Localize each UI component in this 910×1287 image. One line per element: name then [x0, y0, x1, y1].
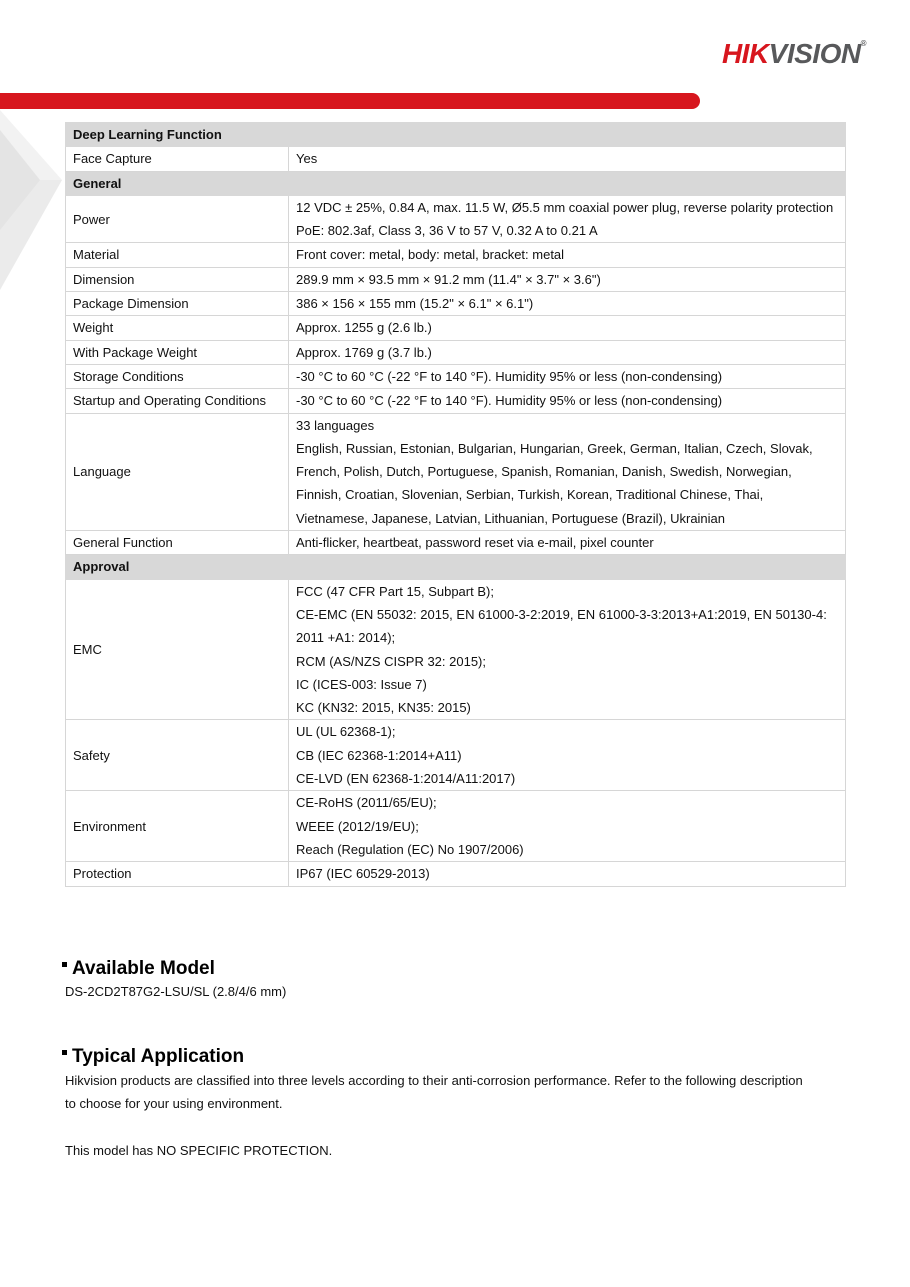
- spec-label: Startup and Operating Conditions: [66, 389, 289, 413]
- spec-value-line: 12 VDC ± 25%, 0.84 A, max. 11.5 W, Ø5.5 mm coaxial power plug, reverse polarity protection: [296, 199, 834, 215]
- spec-value-line: CB (IEC 62368-1:2014+A11): [296, 747, 462, 763]
- spec-label: Environment: [66, 791, 289, 862]
- hikvision-logo: HIKVISION®: [721, 38, 866, 69]
- spec-value: [289, 195, 846, 243]
- spec-value-line: 386 × 156 × 155 mm (15.2" × 6.1" × 6.1"): [296, 296, 534, 312]
- spec-label: Language: [66, 413, 289, 530]
- spec-value-line: CE-RoHS (2011/65/EU);: [296, 795, 437, 811]
- spec-value: [289, 316, 846, 340]
- spec-value-line: Reach (Regulation (EC) No 1907/2006): [296, 841, 524, 857]
- protection-note: This model has NO SPECIFIC PROTECTION.: [65, 1143, 333, 1158]
- spec-label: Package Dimension: [66, 292, 289, 316]
- available-model-heading: Available Model: [62, 958, 215, 980]
- spec-value-line: -30 °C to 60 °C (-22 °F to 140 °F). Humidity 95% or less (non-condensing): [296, 393, 723, 409]
- spec-value-line: Anti-flicker, heartbeat, password reset via e-mail, pixel counter: [296, 535, 654, 551]
- spec-label: Storage Conditions: [66, 364, 289, 388]
- spec-value-line: IP67 (IEC 60529-2013): [296, 866, 430, 882]
- table-row: [66, 267, 846, 291]
- spec-value-line: WEEE (2012/19/EU);: [296, 818, 419, 834]
- spec-label: Face Capture: [66, 147, 289, 171]
- table-row: [66, 243, 846, 267]
- spec-label: Dimension: [66, 267, 289, 291]
- table-section-header: [66, 123, 846, 147]
- spec-value-line: Yes: [296, 151, 318, 167]
- table-row: [66, 195, 846, 243]
- spec-value: [289, 389, 846, 413]
- spec-value-line: FCC (47 CFR Part 15, Subpart B);: [296, 583, 494, 599]
- table-row: [66, 720, 846, 791]
- spec-value-line: Approx. 1255 g (2.6 lb.): [296, 320, 432, 336]
- spec-label: Power: [66, 195, 289, 243]
- table-section-header: [66, 555, 846, 579]
- spec-value-line: English, Russian, Estonian, Bulgarian, Hungarian, Greek, German, Italian, Czech, Slovak, French, Polish, Dutch, Portuguese, Spanish, Romanian, Danish, Swedish, Norwegian, Finnish, Croatian, Slovenian, Serbian, Turkish, Korean, Traditional Chinese, Thai, Vietnamese, Japanese, Latvian, Lithuanian, Portuguese (Brazil), Ukrainian: [296, 440, 813, 526]
- bullet-icon: [62, 1050, 67, 1055]
- spec-label: With Package Weight: [66, 340, 289, 364]
- table-row: [66, 364, 846, 388]
- table-row: [66, 579, 846, 720]
- typical-application-heading: Typical Application: [62, 1046, 244, 1068]
- spec-value: [289, 579, 846, 720]
- available-model-text: DS-2CD2T87G2-LSU/SL (2.8/4/6 mm): [65, 984, 287, 999]
- spec-value-line: CE-EMC (EN 55032: 2015, EN 61000-3-2:2019, EN 61000-3-3:2013+A1:2019, EN 50130-4: 2011 +A1: 2014);: [296, 606, 827, 646]
- spec-label: Protection: [66, 862, 289, 886]
- spec-value-line: IC (ICES-003: Issue 7): [296, 676, 427, 692]
- header-red-bar: [0, 93, 700, 109]
- spec-value-line: 33 languages: [296, 417, 375, 433]
- table-row: [66, 389, 846, 413]
- spec-value-line: KC (KN32: 2015, KN35: 2015): [296, 700, 471, 716]
- section-title: General: [66, 171, 846, 195]
- decorative-triangles: [0, 110, 70, 300]
- spec-value: [289, 147, 846, 171]
- spec-value-line: Front cover: metal, body: metal, bracket: metal: [296, 247, 565, 263]
- table-row: [66, 340, 846, 364]
- table-row: [66, 791, 846, 862]
- spec-value: [289, 243, 846, 267]
- spec-value: [289, 364, 846, 388]
- spec-value: [289, 720, 846, 791]
- spec-value: [289, 267, 846, 291]
- spec-value-line: 289.9 mm × 93.5 mm × 91.2 mm (11.4" × 3.7" × 3.6"): [296, 271, 601, 287]
- table-row: [66, 862, 846, 886]
- spec-value-line: PoE: 802.3af, Class 3, 36 V to 57 V, 0.32 A to 0.21 A: [296, 223, 598, 239]
- table-row: [66, 292, 846, 316]
- bullet-icon: [62, 962, 67, 967]
- table-section-header: [66, 171, 846, 195]
- spec-label: General Function: [66, 531, 289, 555]
- spec-value-line: Approx. 1769 g (3.7 lb.): [296, 344, 432, 360]
- spec-value: [289, 531, 846, 555]
- table-row: [66, 316, 846, 340]
- spec-label: Material: [66, 243, 289, 267]
- table-row: [66, 413, 846, 530]
- spec-label: Safety: [66, 720, 289, 791]
- spec-value: [289, 862, 846, 886]
- spec-label: Weight: [66, 316, 289, 340]
- specification-table: [65, 122, 846, 887]
- spec-value-line: UL (UL 62368-1);: [296, 724, 396, 740]
- spec-value-line: -30 °C to 60 °C (-22 °F to 140 °F). Humidity 95% or less (non-condensing): [296, 368, 723, 384]
- typical-application-description: Hikvision products are classified into three levels according to their anti-corrosion performance. Refer to the following description to choose for your using environment.: [65, 1073, 803, 1111]
- spec-value: [289, 791, 846, 862]
- table-row: [66, 531, 846, 555]
- spec-label: EMC: [66, 579, 289, 720]
- table-row: [66, 147, 846, 171]
- spec-value: [289, 340, 846, 364]
- spec-value-line: CE-LVD (EN 62368-1:2014/A11:2017): [296, 771, 516, 787]
- spec-value-line: RCM (AS/NZS CISPR 32: 2015);: [296, 653, 486, 669]
- section-title: Deep Learning Function: [66, 123, 846, 147]
- section-title: Approval: [66, 555, 846, 579]
- spec-value: [289, 413, 846, 530]
- spec-value: [289, 292, 846, 316]
